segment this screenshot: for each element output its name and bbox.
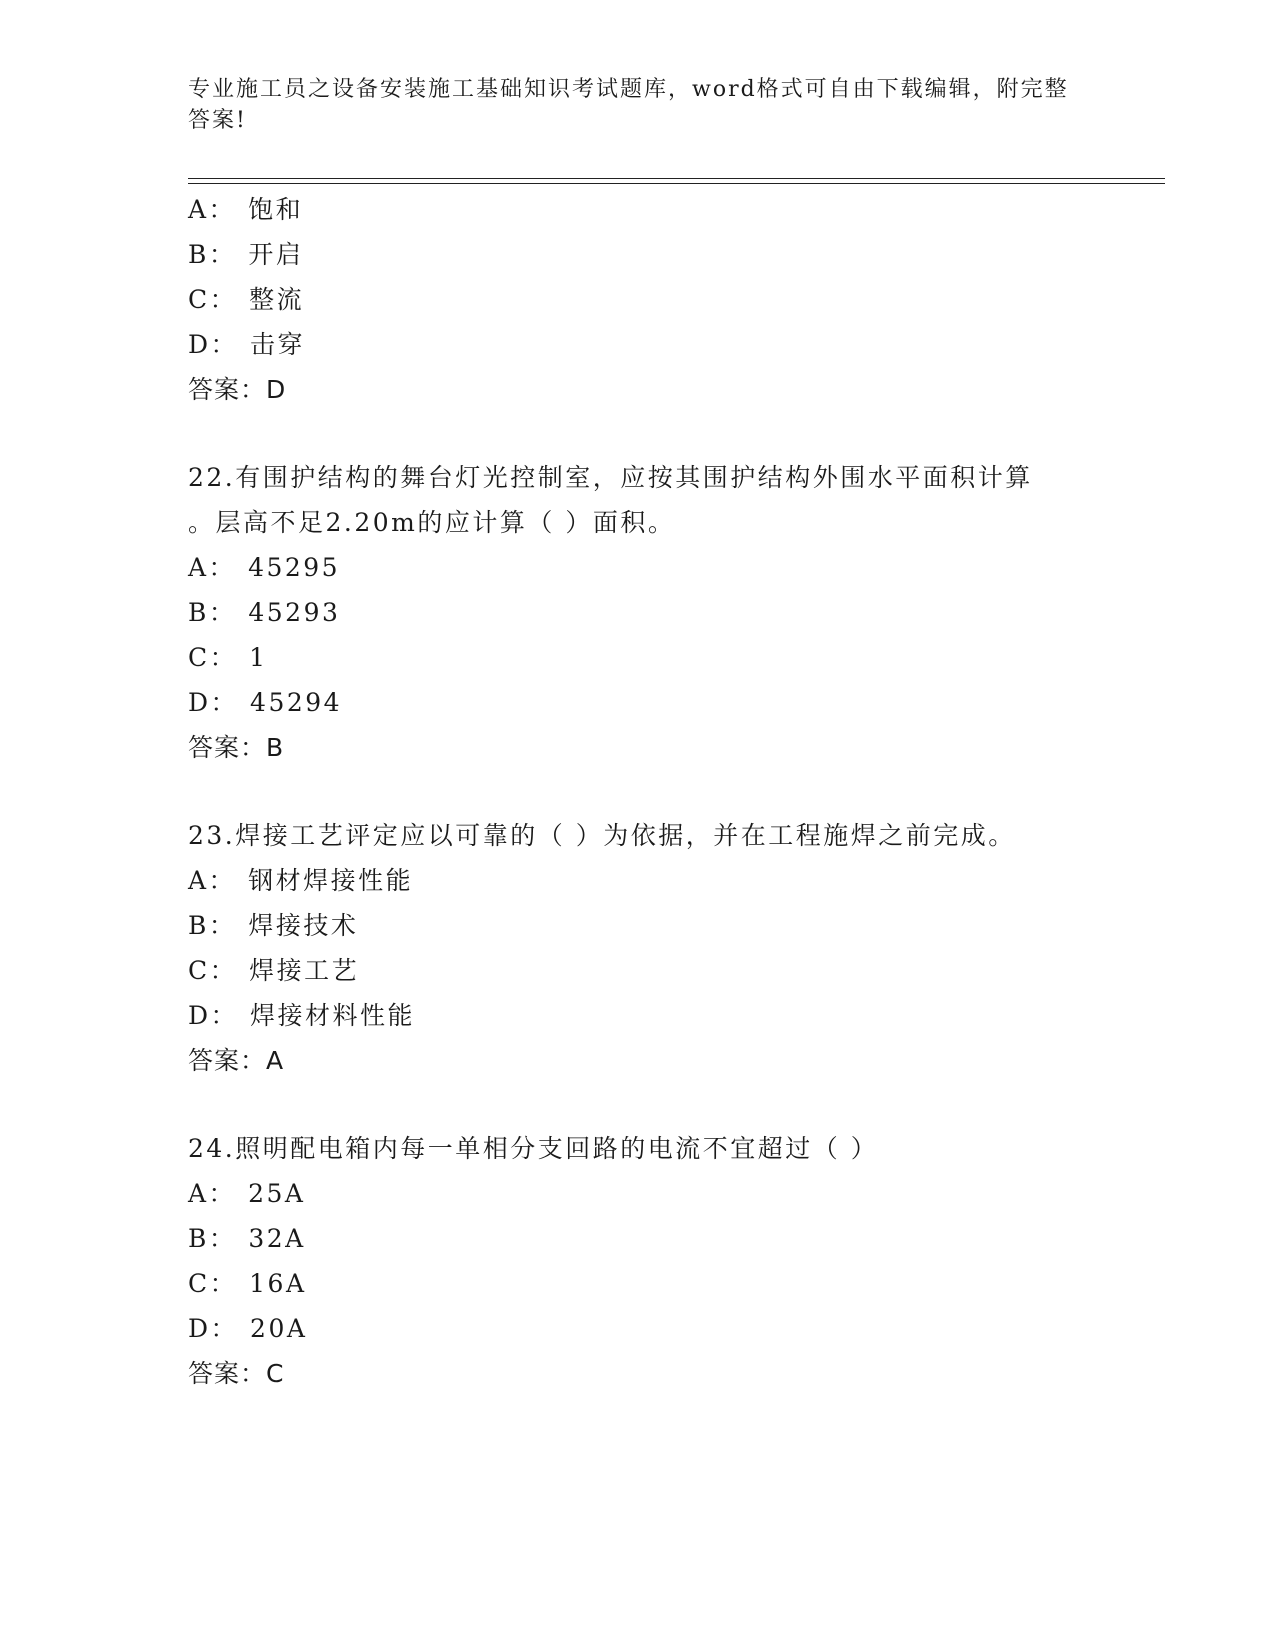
question-stem: 22.有围护结构的舞台灯光控制室，应按其围护结构外围水平面积计算 [188,463,1033,492]
option-c [188,955,359,987]
option-letter: C： [188,956,238,985]
answer-line: 答案：A [188,1046,285,1075]
option-text: 整流 [249,285,305,314]
option-d [188,1313,307,1345]
option-letter: B： [188,240,237,269]
option-letter: C： [188,643,238,672]
option-letter: D： [188,688,239,717]
option-a [188,865,413,897]
option-text: 45294 [250,688,343,717]
option-letter: D： [188,1314,239,1343]
option-letter: B： [188,911,237,940]
option-letter: C： [188,1269,238,1298]
option-b [188,910,358,942]
option-text: 25A [248,1179,306,1208]
option-b [188,239,303,271]
option-d [188,687,342,719]
option-c [188,642,268,674]
option-b [188,597,340,629]
question-stem: 24.照明配电箱内每一单相分支回路的电流不宜超过（ ） [188,1134,879,1163]
option-text: 饱和 [248,195,304,224]
option-text: 45293 [248,598,341,627]
header-divider-top [188,178,1165,179]
answer-line: 答案：D [188,375,287,404]
option-text: 焊接材料性能 [250,1001,416,1030]
option-text: 开启 [248,240,304,269]
option-letter: B： [188,598,237,627]
option-letter: A： [188,553,237,582]
option-b [188,1223,306,1255]
option-a [188,194,303,226]
option-a [188,552,340,584]
option-text: 20A [250,1314,308,1343]
option-letter: D： [188,330,239,359]
option-a [188,1178,305,1210]
question-stem: 23.焊接工艺评定应以可靠的（ ）为依据，并在工程施焊之前完成。 [188,821,1016,850]
question-stem-continued: 。层高不足2.20m的应计算（ ）面积。 [188,508,676,537]
option-text: 45295 [248,553,341,582]
option-letter: A： [188,195,237,224]
option-letter: D： [188,1001,239,1030]
answer-line: 答案：C [188,1359,285,1388]
document-header: 专业施工员之设备安装施工基础知识考试题库，word格式可自由下载编辑，附完整答案! [188,77,1069,133]
option-text: 16A [249,1269,307,1298]
option-letter: B： [188,1224,237,1253]
option-letter: A： [188,1179,237,1208]
header-divider-bottom [188,183,1165,184]
option-d [188,329,305,361]
option-letter: C： [188,285,238,314]
answer-line: 答案：B [188,733,285,762]
option-text: 1 [249,643,268,672]
option-d [188,1000,415,1032]
option-text: 钢材焊接性能 [248,866,414,895]
option-c [188,1268,307,1300]
option-text: 32A [248,1224,306,1253]
option-text: 焊接工艺 [249,956,360,985]
option-c [188,284,304,316]
option-letter: A： [188,866,237,895]
option-text: 击穿 [250,330,306,359]
option-text: 焊接技术 [248,911,359,940]
